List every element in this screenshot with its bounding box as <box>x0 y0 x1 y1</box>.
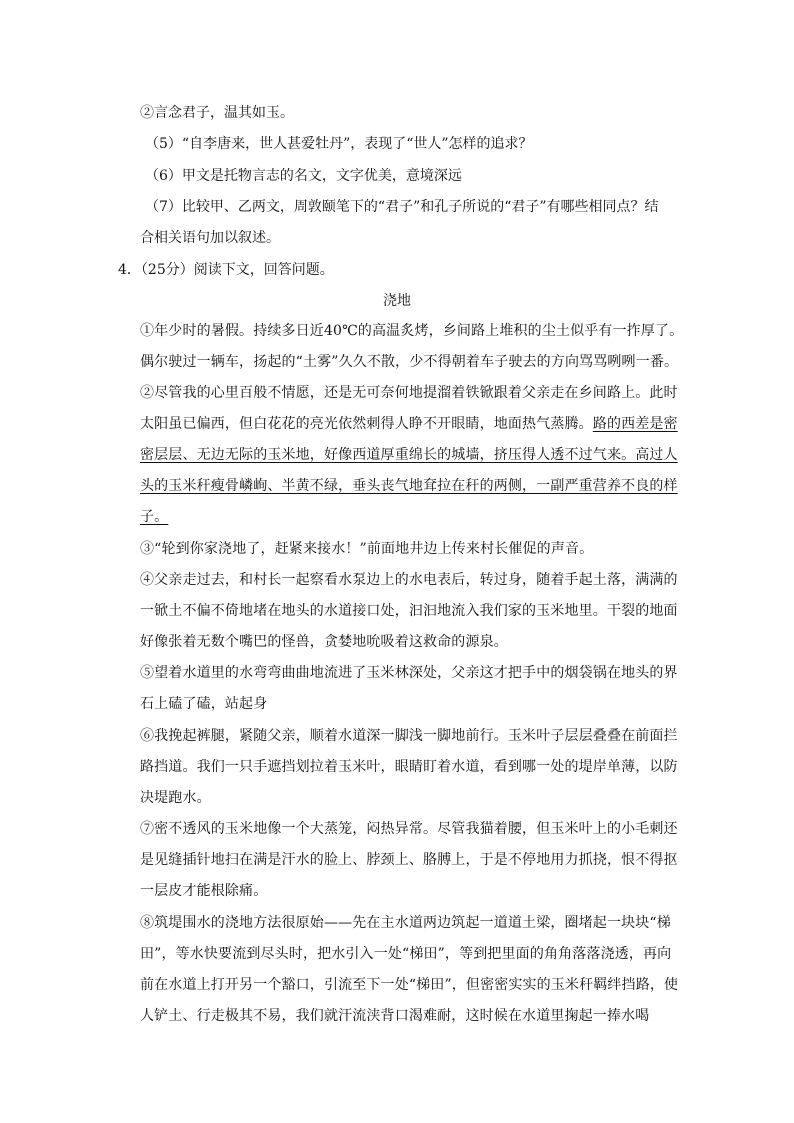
paragraph-8-line-1: ⑧筑堤围水的浇地方法很原始——先在主水道两边筑起一道道土梁，圈堵起一块块“梯 <box>140 915 671 931</box>
paragraph-2-line-1: ②尽管我的心里百般不情愿，还是无可奈何地提溜着铁锨跟着父亲走在乡间路上。此时 <box>140 385 678 401</box>
paragraph-7-line-1: ⑦密不透风的玉米地像一个大蒸笼，闷热异常。尽管我猫着腰，但玉米叶上的小毛刺还 <box>140 821 678 837</box>
paragraph-4-line-3: 好像张着无数个嘴巴的怪兽，贪婪地吮吸着这救命的源泉。 <box>140 634 508 650</box>
question-7-line-2: 合相关语句加以叙述。 <box>140 230 280 246</box>
list-item-2: ②言念君子，温其如玉。 <box>140 105 294 121</box>
paragraph-2-line-3-underlined: 密层层、无边无际的玉米地，好像西道厚重绵长的城墙，挤压得人透不过气来。高过人 <box>140 447 678 463</box>
question-4-header: 4．（25分）阅读下文，回答问题。 <box>118 262 334 278</box>
paragraph-5-line-1: ⑤望着水道里的水弯弯曲曲地流进了玉米林深处，父亲这才把手中的烟袋锅在地头的界 <box>140 665 678 681</box>
paragraph-1-line-2: 偶尔驶过一辆车，扬起的“土雾”久久不散，少不得朝着车子驶去的方向骂骂咧咧一番。 <box>140 354 679 370</box>
paragraph-2-text: 太阳虽已偏西，但白花花的亮光依然刺得人睁不开眼睛，地面热气蒸腾。 <box>140 416 593 432</box>
paragraph-8-line-2: 田”，等水快要流到尽头时，把水引入一处“梯田”，等到把里面的角角落落浇透，再向 <box>140 946 672 962</box>
passage-title: 浇地 <box>383 293 411 309</box>
paragraph-5-line-2: 石上磕了磕，站起身 <box>140 696 268 712</box>
paragraph-3: ③“轮到你家浇地了，赶紧来接水！”前面地井边上传来村长催促的声音。 <box>140 541 594 557</box>
paragraph-6-line-3: 决堤跑水。 <box>140 790 211 806</box>
underlined-sentence-start: 路的西差是密 <box>592 416 678 432</box>
paragraph-4-line-2: 一锨土不偏不倚地堵在地头的水道接口处，汩汩地流入我们家的玉米地里。干裂的地面 <box>140 603 678 619</box>
paragraph-2-line-2 <box>140 414 680 434</box>
paragraph-4-line-1: ④父亲走过去，和村长一起察看水泵边上的水电表后，转过身，随着手起土落，满满的 <box>140 572 678 588</box>
paragraph-2-line-4-underlined: 头的玉米秆瘦骨嶙峋、半黄不绿，垂头丧气地耷拉在秆的两侧，一副严重营养不良的样 <box>140 478 678 494</box>
paragraph-8-line-3: 前在水道上打开另一个豁口，引流至下一处“梯田”，但密密实实的玉米秆羁绊挡路，使 <box>140 977 679 993</box>
paragraph-1-line-1: ①年少时的暑假。持续多日近40℃的高温炙烤，乡间路上堆积的尘土似乎有一拃厚了。 <box>140 323 684 339</box>
paragraph-7-line-3: 一层皮才能根除痛。 <box>140 883 268 899</box>
paragraph-8-line-4: 人铲土、行走极其不易，我们就汗流浃背口渴难耐，这时候在水道里掬起一捧水喝 <box>140 1008 650 1024</box>
paragraph-7-line-2: 是见缝插针地扫在满是汗水的脸上、脖颈上、胳膊上，于是不停地用力抓挠，恨不得抠 <box>140 852 678 868</box>
paragraph-6-line-1: ⑥我挽起裤腿，紧随父亲，顺着水道深一脚浅一脚地前行。玉米叶子层层叠叠在前面拦 <box>140 728 678 744</box>
question-7-line-1: （7）比较甲、乙两文，周敦颐笔下的“君子”和孔子所说的“君子”有哪些相同点？结 <box>145 199 659 215</box>
question-6: （6）甲文是托物言志的名文，文字优美，意境深远 <box>145 168 462 184</box>
paragraph-6-line-2: 路挡道。我们一只手遮挡划拉着玉米叶，眼睛盯着水道，看到哪一处的堤岸单薄，以防 <box>140 759 678 775</box>
question-5: （5）“自李唐来，世人甚爱牡丹”，表现了“世人”怎样的追求？ <box>145 136 533 152</box>
paragraph-2-line-5-underlined: 子。 <box>140 509 169 525</box>
